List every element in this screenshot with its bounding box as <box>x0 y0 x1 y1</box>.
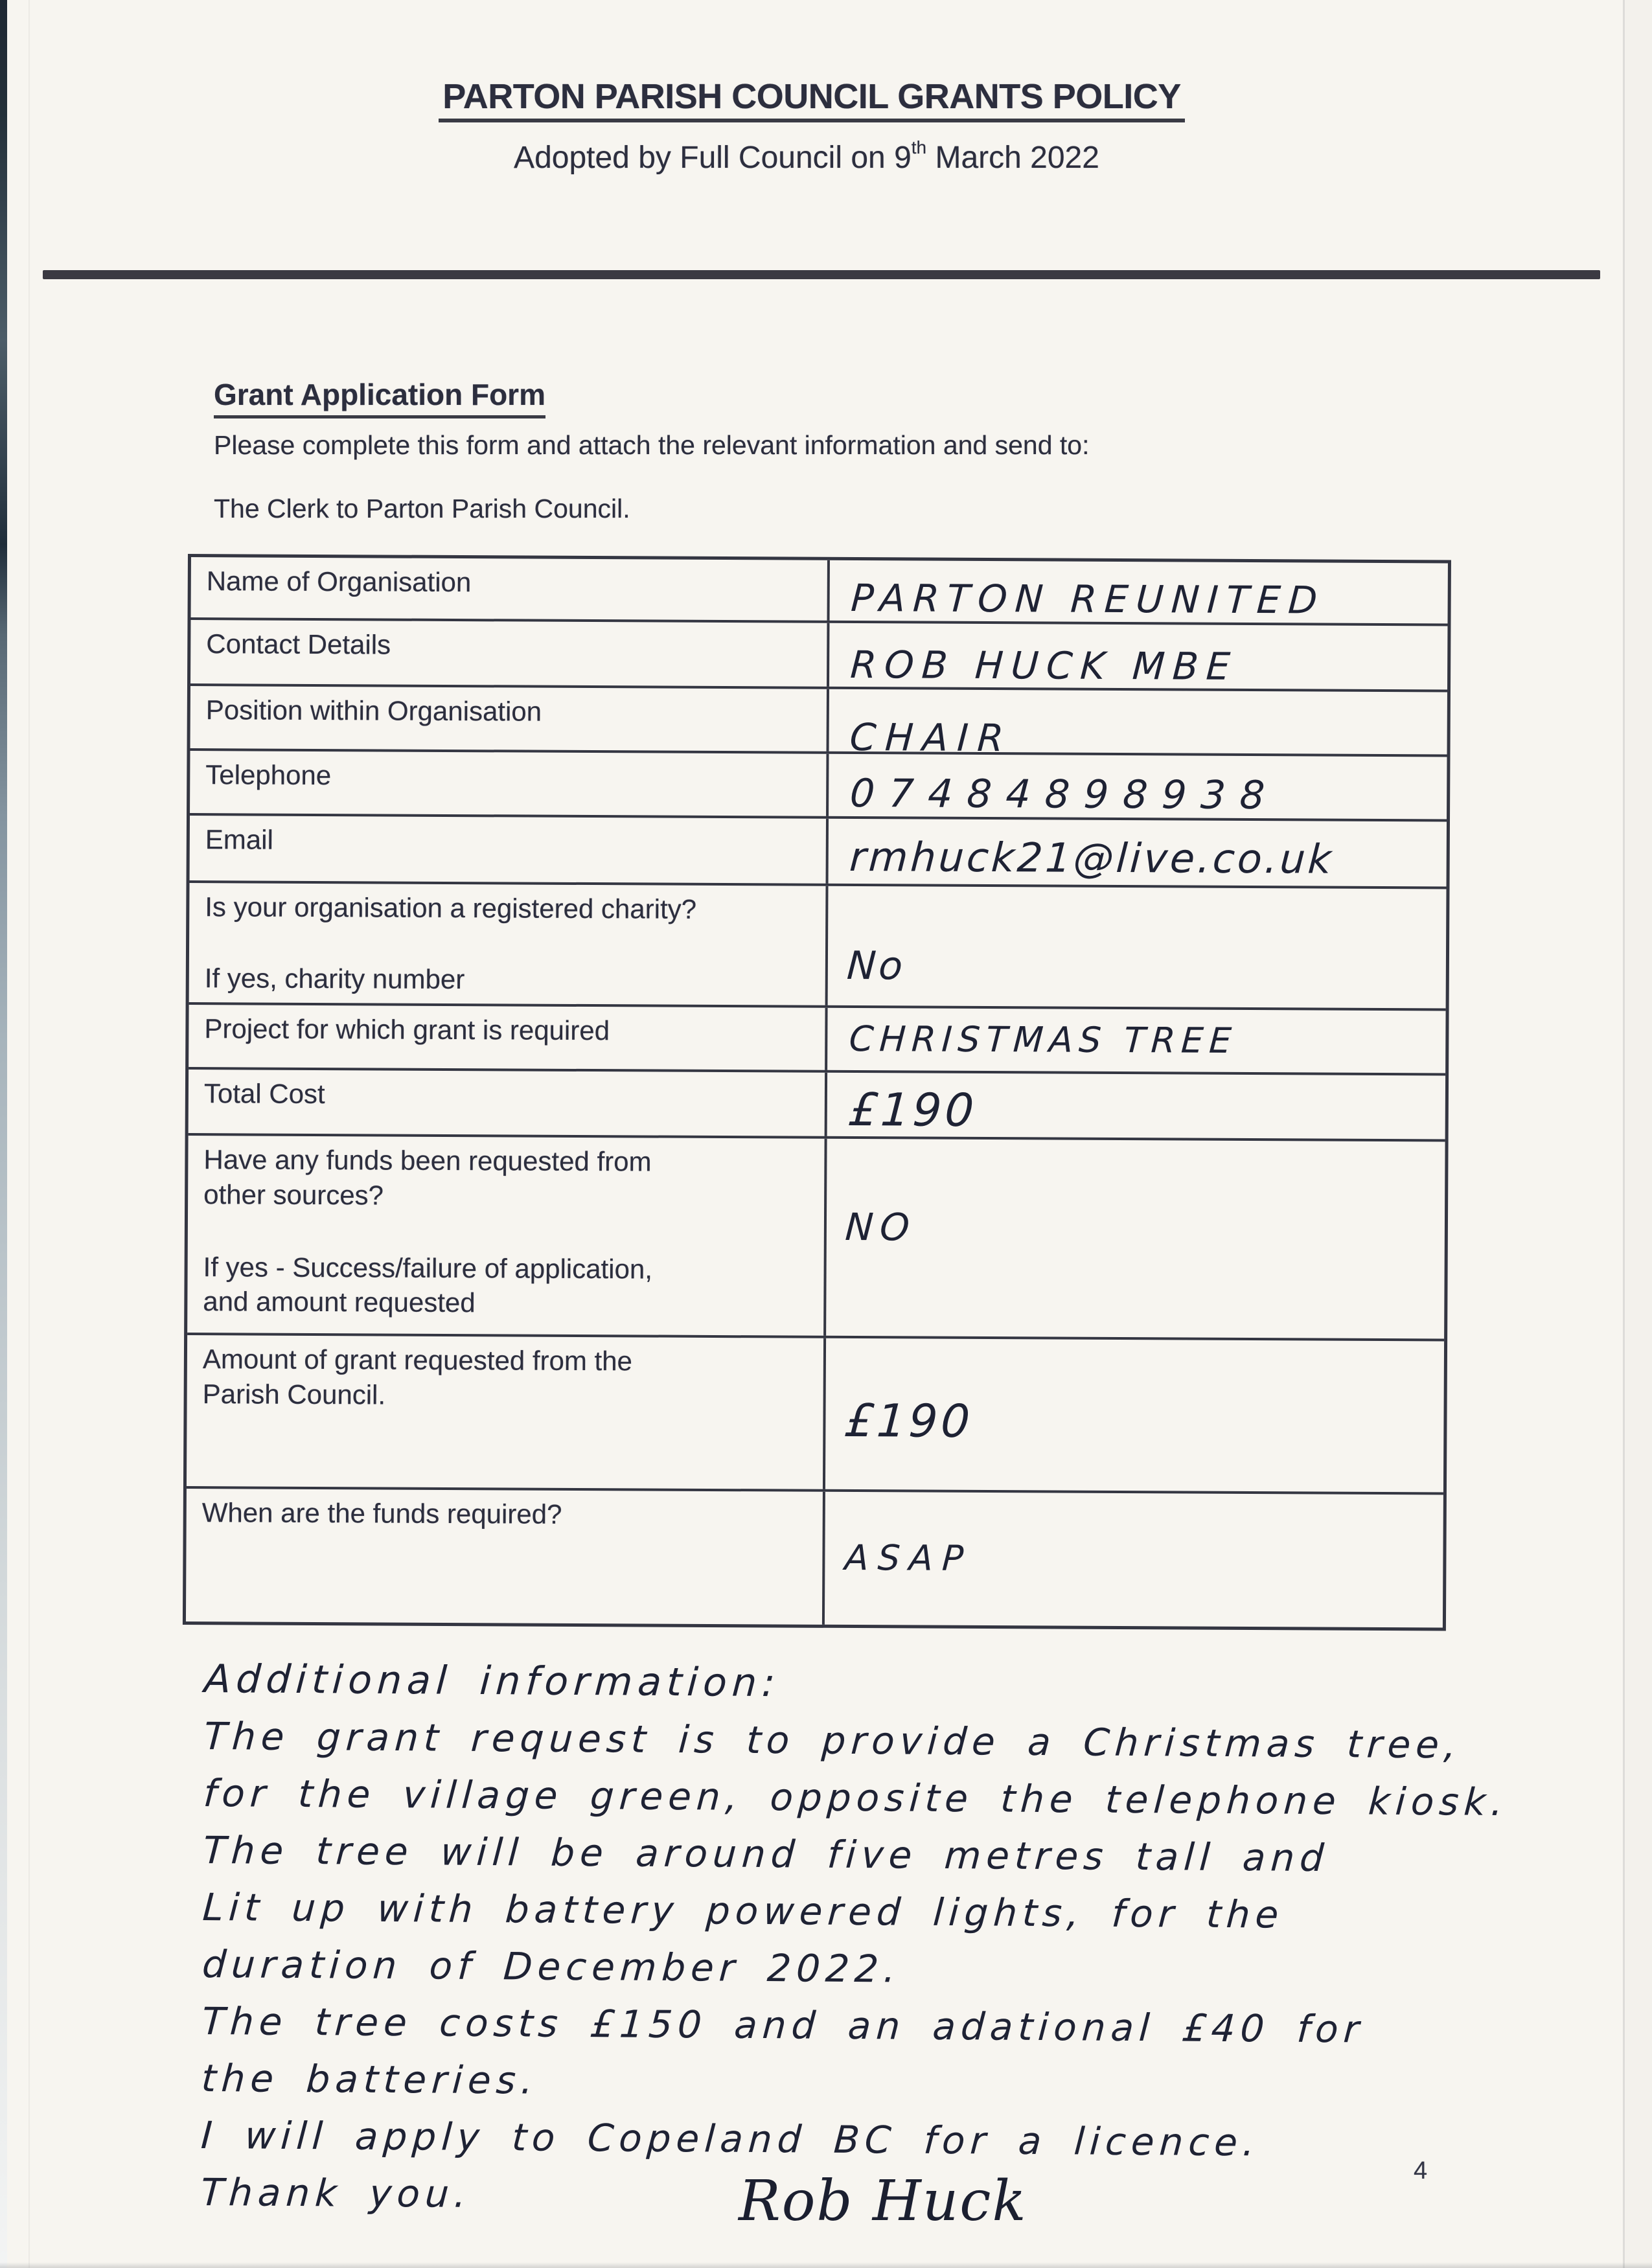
handwritten-field-value: £190 <box>843 1393 975 1448</box>
paper-fold-line <box>29 0 30 2268</box>
table-row <box>190 816 1447 889</box>
field-label-text: Contact Details <box>206 628 391 660</box>
field-label <box>187 1136 827 1336</box>
field-label <box>186 1489 825 1625</box>
field-label-text: Total Cost <box>203 1078 325 1110</box>
field-label-text: Telephone <box>205 759 332 791</box>
handwritten-note-line: the batteries. <box>200 2056 540 2103</box>
field-label <box>190 816 829 884</box>
field-label <box>190 620 829 687</box>
table-row <box>189 883 1447 1011</box>
notes-heading: Additional information: <box>203 1656 782 1706</box>
page-title-text: PARTON PARISH COUNCIL GRANTS POLICY <box>439 77 1185 122</box>
page-number: 4 <box>1414 2157 1428 2184</box>
handwritten-field-value: 07484898938 <box>849 771 1280 819</box>
form-instruction: Please complete this form and attach the relevant information and send to: <box>214 430 1090 460</box>
scan-bottom-edge <box>0 2262 1652 2268</box>
signature: Rob Huck <box>739 2169 1027 2234</box>
field-label <box>189 883 829 1005</box>
field-label-text: Position within Organisation <box>205 694 542 727</box>
table-row <box>191 557 1448 626</box>
table-row <box>187 1136 1445 1341</box>
field-label <box>191 557 830 621</box>
handwritten-note-line: for the village green, opposite the telephone kiosk. <box>202 1770 1509 1825</box>
field-sublabel-text: If yes - Success/failure of application, and amount requested <box>203 1251 653 1318</box>
scanner-edge-artifact <box>0 0 7 2268</box>
field-label-text: Project for which grant is required <box>204 1013 610 1046</box>
horizontal-divider <box>43 270 1600 279</box>
handwritten-note-line: The tree costs £150 and an adational £40 for <box>200 1999 1366 2052</box>
field-label-text: Have any funds been requested from other sources? <box>203 1144 652 1211</box>
paper-right-edge <box>1623 0 1625 2268</box>
field-label <box>190 751 829 816</box>
field-label <box>189 1005 827 1070</box>
handwritten-field-value: No <box>845 943 907 989</box>
handwritten-field-value: CHAIR <box>848 715 1014 761</box>
handwritten-field-value: ROB HUCK MBE <box>849 643 1239 689</box>
handwritten-field-value: CHRISTMAS TREE <box>848 1018 1239 1061</box>
handwritten-note-line: Lit up with battery powered lights, for the <box>201 1884 1285 1937</box>
field-label <box>187 1335 826 1489</box>
additional-information <box>199 1651 1618 2230</box>
field-label-text: Email <box>205 824 273 855</box>
table-row <box>189 1005 1445 1075</box>
page-title <box>0 76 1623 117</box>
table-row <box>186 1489 1443 1627</box>
table-row <box>187 1335 1444 1495</box>
field-label-text: Name of Organisation <box>206 566 472 598</box>
field-label-text: When are the funds required? <box>201 1497 562 1529</box>
handwritten-note-line: duration of December 2022. <box>201 1942 902 1991</box>
handwritten-note-line: Thank you. <box>199 2170 473 2216</box>
subtitle-prefix: Adopted by Full Council on 9 <box>514 141 912 175</box>
handwritten-note-line: I will apply to Copeland BC for a licence. <box>200 2113 1261 2165</box>
table-row <box>190 620 1447 692</box>
field-label <box>190 686 829 751</box>
table-row <box>190 686 1447 761</box>
handwritten-field-value: NO <box>843 1204 917 1250</box>
subtitle-suffix: March 2022 <box>926 141 1099 175</box>
handwritten-field-value: ASAP <box>843 1537 974 1579</box>
grant-application-table <box>183 554 1451 1631</box>
handwritten-note-line: The grant request is to provide a Christmas tree, <box>202 1713 1463 1767</box>
handwritten-note-line: The tree will be around five metres tall and <box>201 1827 1331 1881</box>
table-row <box>190 751 1447 821</box>
handwritten-field-value: £190 <box>847 1083 979 1137</box>
ordinal-suffix: th <box>911 137 927 157</box>
form-recipient: The Clerk to Parton Parish Council. <box>214 494 630 523</box>
handwritten-field-value: PARTON REUNITED <box>849 576 1327 623</box>
handwritten-field-value: rmhuck21@live.co.uk <box>848 833 1336 883</box>
table-row <box>189 1070 1445 1141</box>
field-label-text: Amount of grant requested from the Parish Council. <box>202 1344 633 1410</box>
field-label <box>189 1070 827 1136</box>
form-heading: Grant Application Form <box>214 377 545 418</box>
field-label-text: Is your organisation a registered charity? <box>205 891 697 924</box>
field-sublabel-text: If yes, charity number <box>204 962 465 994</box>
adoption-subtitle <box>0 137 1613 176</box>
scan-background <box>1625 0 1652 2268</box>
